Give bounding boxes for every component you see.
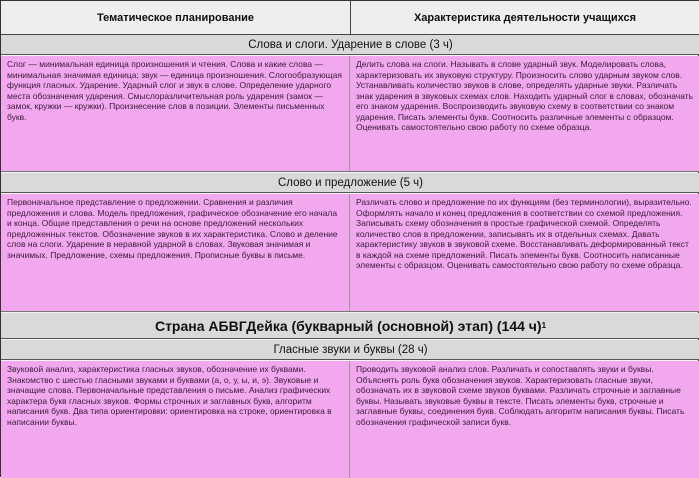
header-divider: [350, 1, 351, 35]
section-content-word-sentence: [1, 194, 699, 312]
section-title-vowels: [1, 340, 699, 360]
section-title-text: Страна АБВГДейка (букварный (основной) этап) (144 ч): [154, 317, 542, 334]
section-title-syllables: [1, 35, 699, 55]
topic-planning-cell: [1, 56, 350, 171]
table-header: [1, 1, 699, 35]
footnote-marker: 1: [541, 321, 547, 330]
topic-planning-text: Первоначальное представление о предложении. Сравнения и различия предложения и слова. Модель предложения, графическое обозначение его начала и конца. Общие представления о речи на основе предложений нескольких предложенных текстов. Обозначение звуков в их характеристика. Слово и деление слов на слоги. Ударение в неравной ударной в словах. Звуковая значимая и значимых. Предложение, схемы предложения. Прописные буквы в письме.: [7, 197, 338, 260]
activity-characteristic-cell: [350, 194, 699, 311]
section-content-vowels: [1, 361, 699, 478]
header-right-title: Характеристика деятельности учащихся: [413, 11, 637, 24]
section-title-text: Слова и слоги. Ударение в слове (3 ч): [248, 38, 453, 51]
topic-planning-cell: [1, 361, 350, 478]
section-content-syllables: [1, 56, 699, 172]
activity-characteristic-text: Проводить звуковой анализ слов. Различать и сопоставлять звуки и буквы. Объяснять роль букв обозначения звуков. Характеризовать гласные звуки, обозначать их в звуковой схеме звуков буквами. Различать строчные и заглавные буквы. Называть звуковые буквы в тексте. Писать элементы букв, строчные и заглавные буквы, соединения букв. Соблюдать алгоритм написания буквы. Писать обозначения графической записи букв.: [356, 364, 685, 427]
topic-planning-text: Слог — минимальная единица произношения и чтения. Слова и какие слова — минимальная значимая единица; звук — единица произношения. Слогообразующая функция гласных. Ударение. Ударный слог и звук в слове. Определение ударного места обозначения ударения. Смыслоразличительная роль ударения (замок — замок, кружки — кружки). Произнесение слов в позиции. Элементы письменных букв.: [7, 59, 343, 122]
activity-characteristic-text: Различать слово и предложение по их функциям (без терминологии), выразительно. Оформлять начало и конец предложения в соответствии со схемой предложения. Записывать схему обозначения в простые графической схемой. Определять количество слов в предложении, записывать их в отдельных схемах. Давать характеристику звуков в звуковой схеме. Восстанавливать деформированный текст в каждой на схеме предложений. Писать элементы букв. Соотносить написанные элементы с образцом. Оценивать самостоятельно свою работу по схеме образца.: [356, 197, 692, 270]
activity-characteristic-text: Делить слова на слоги. Называть в слове ударный звук. Моделировать слова, характеризовать их звуковую структуру. Произносить слово ударным звуком слов. Устанавливать количество звуков в слове, определять ударные звуки. Различать знак ударения в звуковых схемах слов. Находить ударный слог в словах, обозначать его знаком ударения. Воспроизводить звуковую схему в соответствии со знаком ударения. Писать элементы букв. Соотносить различные элементы с образцом. Оценивать самостоятельно свою работу по схеме образца.: [356, 59, 694, 132]
section-title-text: Гласные звуки и буквы (28 ч): [273, 343, 428, 356]
section-title-text: Слово и предложение (5 ч): [277, 176, 423, 189]
header-left-title: Тематическое планирование: [97, 11, 254, 24]
topic-planning-text: Звуковой анализ, характеристика гласных звуков, обозначение их буквами. Знакомство с шестью гласными звуками и буквами (а, о, у, ы, и, э). Звуковые и значащие слова. Первоначальные представления о письме. Анализ графических характера букв гласных звуков. Формы строчных и заглавных букв, алгоритм написания букв. Два типа ориентировки: ориентировка на строке, ориентировка в написании буквы.: [7, 364, 332, 427]
activity-characteristic-cell: [350, 361, 699, 478]
section-title-word-sentence: [1, 173, 699, 193]
topic-planning-cell: [1, 194, 350, 311]
activity-characteristic-cell: [350, 56, 699, 171]
section-title-abvgdeyka: [1, 313, 699, 339]
